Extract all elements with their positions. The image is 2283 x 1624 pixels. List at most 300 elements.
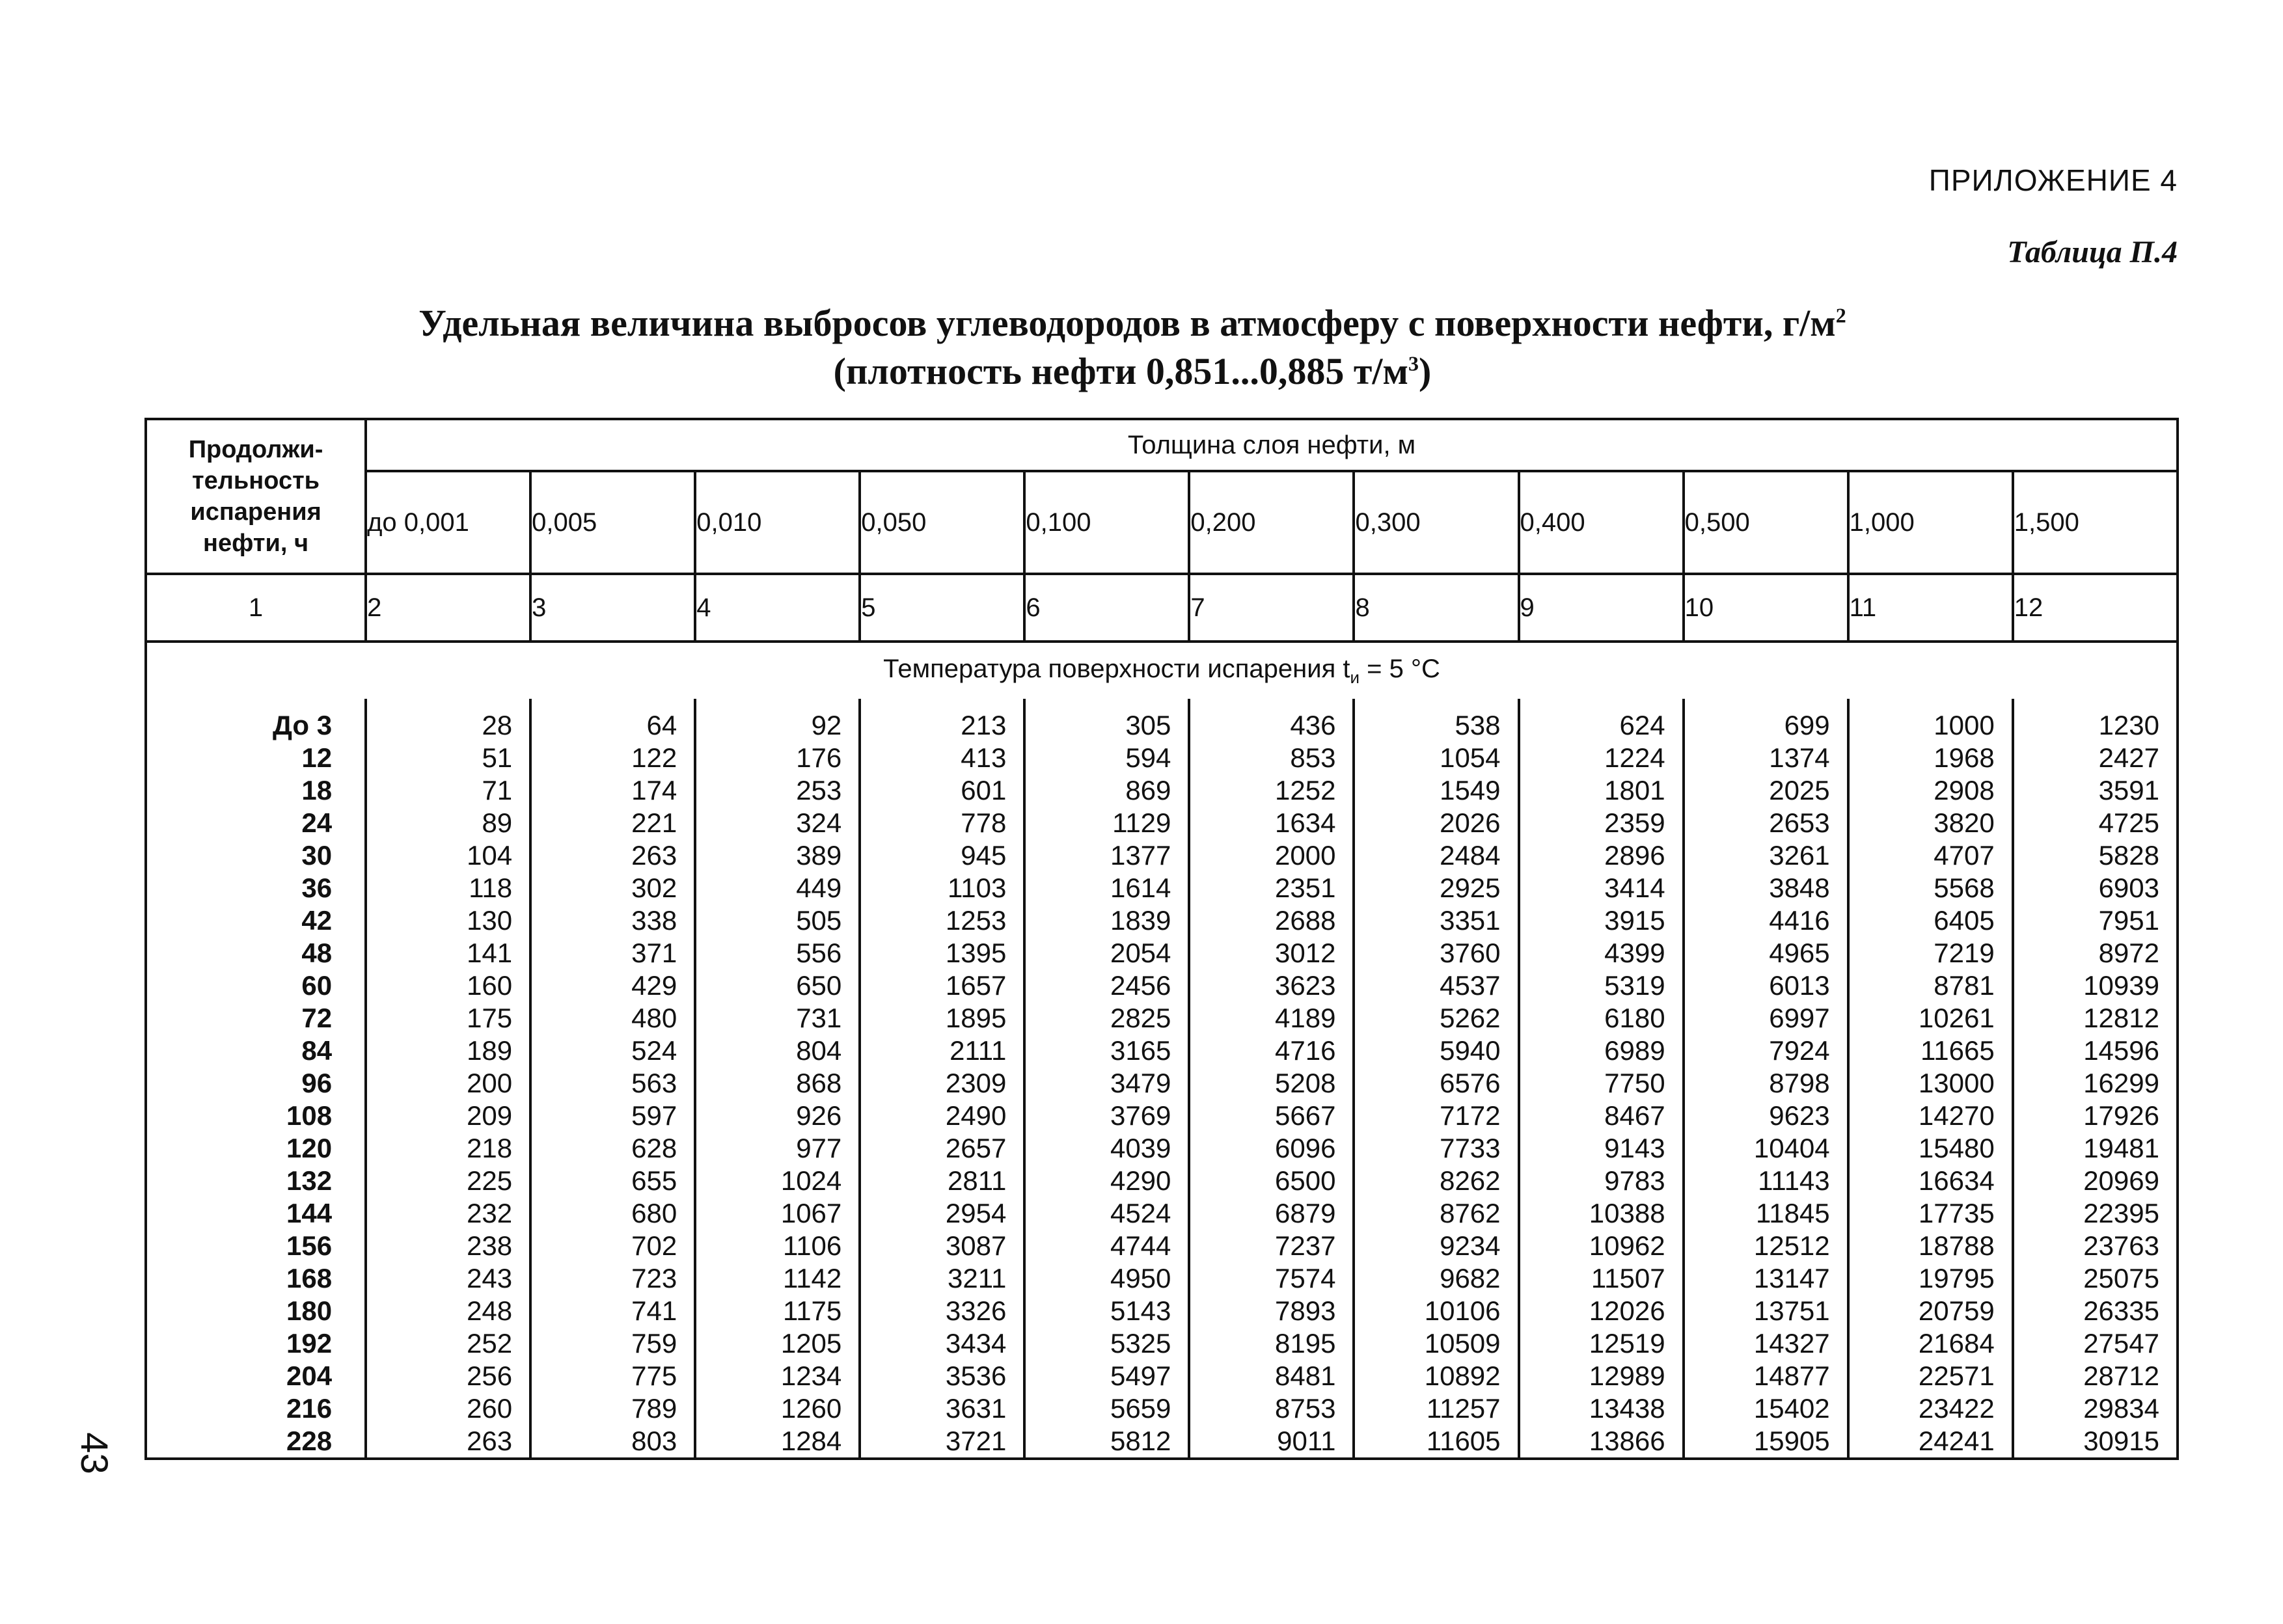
emission-value-cell: 1395	[860, 937, 1024, 969]
emission-value-cell: 4524	[1024, 1197, 1189, 1230]
emission-value-cell: 16299	[2013, 1067, 2178, 1100]
temperature-row	[146, 642, 2178, 699]
emission-value-cell: 9623	[1684, 1100, 1848, 1132]
table-row	[146, 807, 2178, 839]
emission-value-cell: 232	[366, 1197, 530, 1230]
emission-value-cell: 3591	[2013, 774, 2178, 807]
emission-value-cell: 3623	[1189, 969, 1354, 1002]
emission-value-cell: 2811	[860, 1165, 1024, 1197]
emission-value-cell: 19795	[1848, 1262, 2013, 1295]
emission-value-cell: 14877	[1684, 1360, 1848, 1392]
emission-value-cell: 1260	[695, 1392, 860, 1425]
title-line-2: (плотность нефти 0,851...0,885 $т/м^3$)	[833, 350, 1432, 392]
emission-value-cell: 2026	[1354, 807, 1518, 839]
emission-value-cell: 23422	[1848, 1392, 2013, 1425]
emission-value-cell: 7951	[2013, 904, 2178, 937]
emission-value-cell: 10962	[1519, 1230, 1684, 1262]
emission-value-cell: 22395	[2013, 1197, 2178, 1230]
emission-value-cell: 945	[860, 839, 1024, 872]
duration-cell: 228	[146, 1425, 366, 1459]
emission-value-cell: 9682	[1354, 1262, 1518, 1295]
emission-value-cell: 7219	[1848, 937, 2013, 969]
emission-value-cell: 3326	[860, 1295, 1024, 1327]
document-title	[364, 299, 1900, 396]
table-row	[146, 904, 2178, 937]
table-row	[146, 872, 2178, 904]
emission-value-cell: 2054	[1024, 937, 1189, 969]
emission-value-cell: 5208	[1189, 1067, 1354, 1100]
duration-cell: 108	[146, 1100, 366, 1132]
emission-value-cell: 4716	[1189, 1035, 1354, 1067]
emission-value-cell: 436	[1189, 709, 1354, 742]
emission-value-cell: 6879	[1189, 1197, 1354, 1230]
emission-value-cell: 4189	[1189, 1002, 1354, 1035]
emission-value-cell: 263	[530, 839, 695, 872]
column-number: 6	[1024, 574, 1189, 642]
emission-value-cell: 5812	[1024, 1425, 1189, 1459]
emission-value-cell: 8262	[1354, 1165, 1518, 1197]
duration-cell: 42	[146, 904, 366, 937]
thickness-values-row	[146, 471, 2178, 574]
emission-value-cell: 9011	[1189, 1425, 1354, 1459]
emission-value-cell: 9234	[1354, 1230, 1518, 1262]
emission-value-cell: 104	[366, 839, 530, 872]
emission-value-cell: 243	[366, 1262, 530, 1295]
emission-value-cell: 3261	[1684, 839, 1848, 872]
emission-value-cell: 2456	[1024, 969, 1189, 1002]
emission-value-cell: 680	[530, 1197, 695, 1230]
emission-value-cell: 5319	[1519, 969, 1684, 1002]
emission-value-cell: 1253	[860, 904, 1024, 937]
emission-value-cell: 413	[860, 742, 1024, 774]
emission-value-cell: 4707	[1848, 839, 2013, 872]
emission-value-cell: 6576	[1354, 1067, 1518, 1100]
emission-value-cell: 804	[695, 1035, 860, 1067]
emission-value-cell: 868	[695, 1067, 860, 1100]
duration-cell: 84	[146, 1035, 366, 1067]
emission-value-cell: 25075	[2013, 1262, 2178, 1295]
emission-value-cell: 429	[530, 969, 695, 1002]
emission-value-cell: 5940	[1354, 1035, 1518, 1067]
emission-value-cell: 263	[366, 1425, 530, 1459]
emission-value-cell: 4537	[1354, 969, 1518, 1002]
column-number: 1	[146, 574, 366, 642]
emission-value-cell: 480	[530, 1002, 695, 1035]
emission-value-cell: 7237	[1189, 1230, 1354, 1262]
emission-value-cell: 702	[530, 1230, 695, 1262]
emission-value-cell: 6180	[1519, 1002, 1684, 1035]
emission-value-cell: 4399	[1519, 937, 1684, 969]
thickness-value: 0,005	[530, 471, 695, 574]
emission-value-cell: 926	[695, 1100, 860, 1132]
emission-value-cell: 92	[695, 709, 860, 742]
emission-value-cell: 11845	[1684, 1197, 1848, 1230]
emission-value-cell: 1103	[860, 872, 1024, 904]
emission-value-cell: 218	[366, 1132, 530, 1165]
emission-value-cell: 7924	[1684, 1035, 1848, 1067]
duration-cell: 12	[146, 742, 366, 774]
table-row	[146, 1262, 2178, 1295]
emission-value-cell: 3721	[860, 1425, 1024, 1459]
emission-value-cell: 200	[366, 1067, 530, 1100]
table-row	[146, 742, 2178, 774]
emission-value-cell: 4725	[2013, 807, 2178, 839]
emission-value-cell: 389	[695, 839, 860, 872]
emission-value-cell: 9143	[1519, 1132, 1684, 1165]
emission-value-cell: 2000	[1189, 839, 1354, 872]
emission-value-cell: 6997	[1684, 1002, 1848, 1035]
emission-value-cell: 11143	[1684, 1165, 1848, 1197]
emission-value-cell: 23763	[2013, 1230, 2178, 1262]
emission-value-cell: 505	[695, 904, 860, 937]
emission-value-cell: 1374	[1684, 742, 1848, 774]
emission-value-cell: 3012	[1189, 937, 1354, 969]
emission-value-cell: 655	[530, 1165, 695, 1197]
emission-value-cell: 305	[1024, 709, 1189, 742]
emission-value-cell: 15905	[1684, 1425, 1848, 1459]
emission-value-cell: 977	[695, 1132, 860, 1165]
emission-value-cell: 19481	[2013, 1132, 2178, 1165]
thickness-value: 1,000	[1848, 471, 2013, 574]
emission-value-cell: 13866	[1519, 1425, 1684, 1459]
emission-value-cell: 731	[695, 1002, 860, 1035]
emission-value-cell: 723	[530, 1262, 695, 1295]
emission-value-cell: 8481	[1189, 1360, 1354, 1392]
thickness-value: 0,300	[1354, 471, 1518, 574]
duration-cell: 30	[146, 839, 366, 872]
emission-value-cell: 9783	[1519, 1165, 1684, 1197]
table-row	[146, 839, 2178, 872]
emission-value-cell: 628	[530, 1132, 695, 1165]
emission-value-cell: 1895	[860, 1002, 1024, 1035]
emission-value-cell: 29834	[2013, 1392, 2178, 1425]
table-row	[146, 1035, 2178, 1067]
emission-value-cell: 16634	[1848, 1165, 2013, 1197]
emission-value-cell: 853	[1189, 742, 1354, 774]
table-row	[146, 1100, 2178, 1132]
emission-value-cell: 5568	[1848, 872, 2013, 904]
emission-value-cell: 13147	[1684, 1262, 1848, 1295]
emission-value-cell: 10509	[1354, 1327, 1518, 1360]
emission-value-cell: 6405	[1848, 904, 2013, 937]
emission-value-cell: 6989	[1519, 1035, 1684, 1067]
emission-value-cell: 789	[530, 1392, 695, 1425]
emission-value-cell: 3211	[860, 1262, 1024, 1295]
duration-header: Продолжи- тельность испарения нефти, ч	[146, 419, 366, 574]
emission-value-cell: 1968	[1848, 742, 2013, 774]
emission-value-cell: 2359	[1519, 807, 1684, 839]
emission-value-cell: 324	[695, 807, 860, 839]
emission-value-cell: 3087	[860, 1230, 1024, 1262]
emission-value-cell: 176	[695, 742, 860, 774]
emission-value-cell: 256	[366, 1360, 530, 1392]
emission-value-cell: 1839	[1024, 904, 1189, 937]
duration-cell: 216	[146, 1392, 366, 1425]
table-row	[146, 969, 2178, 1002]
emission-value-cell: 2351	[1189, 872, 1354, 904]
emission-value-cell: 3434	[860, 1327, 1024, 1360]
emission-value-cell: 15402	[1684, 1392, 1848, 1425]
emission-value-cell: 699	[1684, 709, 1848, 742]
emission-value-cell: 302	[530, 872, 695, 904]
emission-value-cell: 1549	[1354, 774, 1518, 807]
table-row	[146, 1392, 2178, 1425]
table-row	[146, 1002, 2178, 1035]
emission-value-cell: 18788	[1848, 1230, 2013, 1262]
table-row	[146, 1197, 2178, 1230]
emission-value-cell: 4290	[1024, 1165, 1189, 1197]
emission-value-cell: 8762	[1354, 1197, 1518, 1230]
emission-value-cell: 7574	[1189, 1262, 1354, 1295]
table-row	[146, 1425, 2178, 1459]
emission-value-cell: 6903	[2013, 872, 2178, 904]
appendix-label: ПРИЛОЖЕНИЕ 4	[1928, 163, 2178, 197]
thickness-header: Толщина слоя нефти, м	[366, 419, 2178, 471]
emission-value-cell: 5262	[1354, 1002, 1518, 1035]
emission-value-cell: 14270	[1848, 1100, 2013, 1132]
emission-value-cell: 2111	[860, 1035, 1024, 1067]
column-number: 12	[2013, 574, 2178, 642]
emission-value-cell: 556	[695, 937, 860, 969]
duration-cell: 24	[146, 807, 366, 839]
duration-cell: 36	[146, 872, 366, 904]
column-number: 7	[1189, 574, 1354, 642]
emission-value-cell: 12812	[2013, 1002, 2178, 1035]
emission-value-cell: 2657	[860, 1132, 1024, 1165]
emission-value-cell: 5667	[1189, 1100, 1354, 1132]
table-row	[146, 1230, 2178, 1262]
emission-value-cell: 1054	[1354, 742, 1518, 774]
column-number: 3	[530, 574, 695, 642]
emission-value-cell: 238	[366, 1230, 530, 1262]
emission-value-cell: 17926	[2013, 1100, 2178, 1132]
table-body	[146, 699, 2178, 1459]
column-number: 9	[1519, 574, 1684, 642]
thickness-value: 0,400	[1519, 471, 1684, 574]
emission-value-cell: 1657	[860, 969, 1024, 1002]
emission-value-cell: 3915	[1519, 904, 1684, 937]
emission-value-cell: 8972	[2013, 937, 2178, 969]
emission-value-cell: 538	[1354, 709, 1518, 742]
column-number: 10	[1684, 574, 1848, 642]
thickness-value: 0,100	[1024, 471, 1189, 574]
emission-value-cell: 7750	[1519, 1067, 1684, 1100]
table-row	[146, 937, 2178, 969]
emission-value-cell: 11507	[1519, 1262, 1684, 1295]
emission-value-cell: 12519	[1519, 1327, 1684, 1360]
duration-cell: 144	[146, 1197, 366, 1230]
emission-value-cell: 594	[1024, 742, 1189, 774]
emission-value-cell: 524	[530, 1035, 695, 1067]
emission-value-cell: 3820	[1848, 807, 2013, 839]
emission-value-cell: 3760	[1354, 937, 1518, 969]
emission-value-cell: 449	[695, 872, 860, 904]
emission-value-cell: 14596	[2013, 1035, 2178, 1067]
duration-cell: 18	[146, 774, 366, 807]
duration-cell: 204	[146, 1360, 366, 1392]
emission-value-cell: 741	[530, 1295, 695, 1327]
emission-value-cell: 141	[366, 937, 530, 969]
table-label: Таблица П.4	[2007, 235, 2178, 269]
thickness-value: 0,010	[695, 471, 860, 574]
emission-value-cell: 2427	[2013, 742, 2178, 774]
emission-value-cell: 3536	[860, 1360, 1024, 1392]
duration-cell: 156	[146, 1230, 366, 1262]
emission-value-cell: 28	[366, 709, 530, 742]
emission-value-cell: 10388	[1519, 1197, 1684, 1230]
thickness-value: 0,200	[1189, 471, 1354, 574]
emission-value-cell: 1224	[1519, 742, 1684, 774]
emission-value-cell: 160	[366, 969, 530, 1002]
emission-value-cell: 10939	[2013, 969, 2178, 1002]
column-number: 4	[695, 574, 860, 642]
emission-value-cell: 3479	[1024, 1067, 1189, 1100]
table-row	[146, 1327, 2178, 1360]
page-number: 43	[72, 1432, 115, 1474]
emission-value-cell: 6500	[1189, 1165, 1354, 1197]
emission-value-cell: 1377	[1024, 839, 1189, 872]
table-row	[146, 1295, 2178, 1327]
table-row	[146, 709, 2178, 742]
emission-value-cell: 174	[530, 774, 695, 807]
emission-value-cell: 11605	[1354, 1425, 1518, 1459]
emission-value-cell: 759	[530, 1327, 695, 1360]
emission-value-cell: 10261	[1848, 1002, 2013, 1035]
emission-value-cell: 253	[695, 774, 860, 807]
emission-value-cell: 21684	[1848, 1327, 2013, 1360]
emission-value-cell: 12026	[1519, 1295, 1684, 1327]
emission-value-cell: 28712	[2013, 1360, 2178, 1392]
emission-value-cell: 10106	[1354, 1295, 1518, 1327]
emission-value-cell: 601	[860, 774, 1024, 807]
emission-value-cell: 1634	[1189, 807, 1354, 839]
emission-value-cell: 1252	[1189, 774, 1354, 807]
emission-value-cell: 260	[366, 1392, 530, 1425]
table-row	[146, 774, 2178, 807]
duration-cell: До 3	[146, 709, 366, 742]
emission-value-cell: 4950	[1024, 1262, 1189, 1295]
emission-value-cell: 7893	[1189, 1295, 1354, 1327]
emission-value-cell: 175	[366, 1002, 530, 1035]
emission-value-cell: 624	[1519, 709, 1684, 742]
emission-value-cell: 89	[366, 807, 530, 839]
emission-value-cell: 775	[530, 1360, 695, 1392]
emission-value-cell: 30915	[2013, 1425, 2178, 1459]
table-row	[146, 1067, 2178, 1100]
emission-value-cell: 1142	[695, 1262, 860, 1295]
emission-value-cell: 1801	[1519, 774, 1684, 807]
emission-value-cell: 10892	[1354, 1360, 1518, 1392]
emission-value-cell: 563	[530, 1067, 695, 1100]
emission-value-cell: 8195	[1189, 1327, 1354, 1360]
emission-value-cell: 2484	[1354, 839, 1518, 872]
title-line-1: Удельная величина выбросов углеводородов в атмосферу с поверхности нефти, $г/м^2$	[418, 302, 1846, 344]
emission-value-cell: 869	[1024, 774, 1189, 807]
emission-value-cell: 803	[530, 1425, 695, 1459]
emission-value-cell: 122	[530, 742, 695, 774]
emission-value-cell: 2309	[860, 1067, 1024, 1100]
emission-value-cell: 20759	[1848, 1295, 2013, 1327]
emission-value-cell: 2908	[1848, 774, 2013, 807]
emission-value-cell: 650	[695, 969, 860, 1002]
duration-cell: 192	[146, 1327, 366, 1360]
column-number: 8	[1354, 574, 1518, 642]
emission-value-cell: 6013	[1684, 969, 1848, 1002]
emission-value-cell: 64	[530, 709, 695, 742]
emission-value-cell: 189	[366, 1035, 530, 1067]
emission-value-cell: 597	[530, 1100, 695, 1132]
duration-cell: 96	[146, 1067, 366, 1100]
emission-value-cell: 118	[366, 872, 530, 904]
table-row	[146, 1360, 2178, 1392]
emission-value-cell: 4039	[1024, 1132, 1189, 1165]
emission-value-cell: 1284	[695, 1425, 860, 1459]
emission-value-cell: 1614	[1024, 872, 1189, 904]
column-numbers-row	[146, 574, 2178, 642]
emission-value-cell: 1106	[695, 1230, 860, 1262]
emission-value-cell: 209	[366, 1100, 530, 1132]
column-number: 2	[366, 574, 530, 642]
emission-value-cell: 13000	[1848, 1067, 2013, 1100]
emission-value-cell: 2896	[1519, 839, 1684, 872]
emission-value-cell: 1205	[695, 1327, 860, 1360]
emission-value-cell: 2954	[860, 1197, 1024, 1230]
emission-value-cell: 12512	[1684, 1230, 1848, 1262]
emission-value-cell: 8467	[1519, 1100, 1684, 1132]
emission-value-cell: 371	[530, 937, 695, 969]
duration-cell: 168	[146, 1262, 366, 1295]
emission-value-cell: 13751	[1684, 1295, 1848, 1327]
emission-value-cell: 2825	[1024, 1002, 1189, 1035]
emission-value-cell: 778	[860, 807, 1024, 839]
emission-value-cell: 12989	[1519, 1360, 1684, 1392]
thickness-value: до 0,001	[366, 471, 530, 574]
duration-cell: 180	[146, 1295, 366, 1327]
emission-value-cell: 11665	[1848, 1035, 2013, 1067]
emission-value-cell: 248	[366, 1295, 530, 1327]
emission-value-cell: 15480	[1848, 1132, 2013, 1165]
duration-cell: 72	[146, 1002, 366, 1035]
emission-value-cell: 2490	[860, 1100, 1024, 1132]
duration-cell: 120	[146, 1132, 366, 1165]
emissions-table	[144, 418, 2179, 1460]
column-number: 11	[1848, 574, 2013, 642]
emission-value-cell: 1234	[695, 1360, 860, 1392]
emission-value-cell: 130	[366, 904, 530, 937]
emission-value-cell: 2688	[1189, 904, 1354, 937]
emission-value-cell: 1175	[695, 1295, 860, 1327]
emission-value-cell: 4965	[1684, 937, 1848, 969]
emission-value-cell: 3165	[1024, 1035, 1189, 1067]
emission-value-cell: 1129	[1024, 807, 1189, 839]
emission-value-cell: 252	[366, 1327, 530, 1360]
emission-value-cell: 1230	[2013, 709, 2178, 742]
emission-value-cell: 2653	[1684, 807, 1848, 839]
emission-value-cell: 2025	[1684, 774, 1848, 807]
emission-value-cell: 22571	[1848, 1360, 2013, 1392]
emission-value-cell: 13438	[1519, 1392, 1684, 1425]
emission-value-cell: 3631	[860, 1392, 1024, 1425]
emission-value-cell: 5497	[1024, 1360, 1189, 1392]
emission-value-cell: 225	[366, 1165, 530, 1197]
column-number: 5	[860, 574, 1024, 642]
emission-value-cell: 6096	[1189, 1132, 1354, 1165]
emission-value-cell: 1024	[695, 1165, 860, 1197]
emission-value-cell: 4416	[1684, 904, 1848, 937]
emission-value-cell: 338	[530, 904, 695, 937]
table-row	[146, 1165, 2178, 1197]
thickness-value: 1,500	[2013, 471, 2178, 574]
